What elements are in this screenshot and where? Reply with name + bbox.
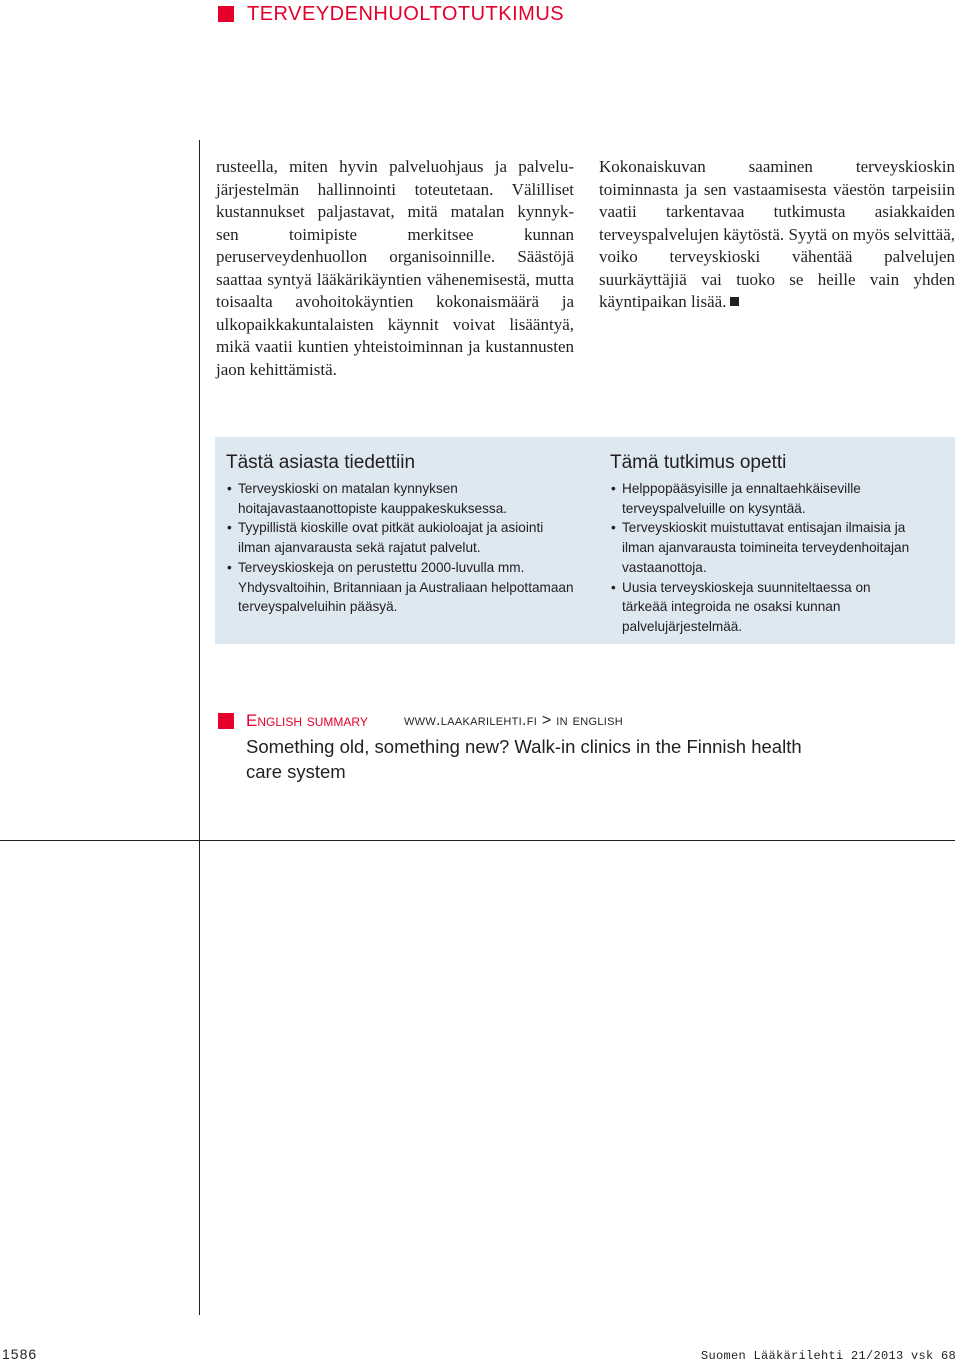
- summary-title: Something old, something new? Walk-in clinics in the Finnish health care system: [246, 736, 802, 782]
- section-title: TERVEYDENHUOLTOTUTKIMUS: [247, 3, 565, 25]
- fact-box-taught-title: Tämä tutkimus opetti: [610, 452, 787, 473]
- body-line-2: järjestelmän hallinnointi toteutetaan. Välilliset: [216, 179, 574, 199]
- left-body-column: [216, 156, 574, 381]
- fact-box-known-list: [227, 479, 577, 617]
- body-paragraph-rest: sen toimipiste merkitsee kunnan peruserveydenhuollon organisoinnille. Säästöjä saattaa syntyä lääkärikäyntien vähenemisestä, mutta toisaalta avohoitokäyntien kokonaismäärä ja ulkopaikkakuntalaisten käynnit voivat lisääntyä, mikä vaatii kuntien yhteistoiminnan ja kustannusten jaon kehittämistä.: [216, 224, 574, 379]
- summary-label: English summary: [246, 711, 368, 730]
- list-item: • Helppopääsyisille ja ennaltaehkäiseville terveyspalveluille on kysyntää.: [611, 479, 916, 518]
- vertical-rule: [199, 140, 200, 1315]
- list-item: • Terveyskioskeja on perustettu 2000-luvulla mm. Yhdysvaltoihin, Britanniaan ja Australiaan helpottamaan terveyspalveluihin pääsyä.: [227, 558, 577, 617]
- fact-box-taught-list: [611, 479, 916, 637]
- list-item: • Uusia terveyskioskeja suunniteltaessa on tärkeää integroida ne osaksi kunnan palvelujärjestelmää.: [611, 578, 916, 637]
- body-paragraph-right: Kokonaiskuvan saaminen terveyskioskin toiminnasta ja sen vastaamisesta väestön tarpeisiin vaatii tarkentavaa tutkimusta asiakkaiden terveyspalvelujen käytöstä. Syytä on myös selvittää, voiko terveyskioski vähentää palvelujen suurkäyttäjiä vai tuoko se heille vain yhden käyntipaikan lisää.: [599, 157, 955, 311]
- body-line-3: kustannukset paljastavat, mitä matalan kynnyk-: [216, 202, 574, 221]
- section-marker-icon: [218, 6, 234, 22]
- fact-box-known-title: Tästä asiasta tiedettiin: [226, 452, 416, 473]
- list-item: • Terveyskioskit muistuttavat entisajan ilmaisia ja ilman ajanvarausta toimineita terveydenhoitajan vastaanottoja.: [611, 518, 916, 577]
- journal-footer: Suomen Lääkärilehti 21/2013 vsk 68: [700, 1349, 956, 1363]
- list-item: • Tyypillistä kioskille ovat pitkät aukioloajat ja asiointi ilman ajanvarausta sekä rajatut palvelut.: [227, 518, 577, 557]
- list-item: • Terveyskioski on matalan kynnyksen hoitajavastaanottopiste kauppakeskuksessa.: [227, 479, 577, 518]
- summary-link[interactable]: www.laakarilehti.fi > in english: [404, 712, 624, 729]
- summary-marker-icon: [218, 713, 234, 729]
- body-line-1: rusteella, miten hyvin palveluohjaus ja palvelu-: [216, 157, 574, 176]
- end-mark-icon: [730, 297, 739, 306]
- page-number: 1586: [2, 1346, 38, 1362]
- horizontal-rule: [0, 840, 955, 841]
- right-body-column: [599, 156, 955, 314]
